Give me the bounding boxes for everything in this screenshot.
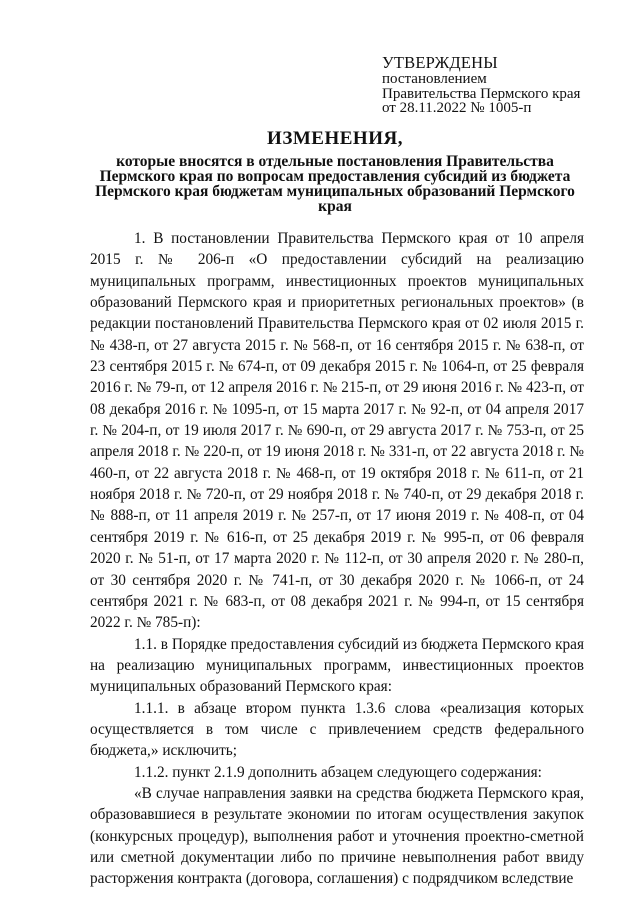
paragraph-quote: «В случае направления заявки на средства бюджета Пермского края, образовавшиеся в результате экономии по итогам осуществления закупок (конкурсных процедур), выполнения работ и уточнения проектно-сметной или сметной документации либо по причине невыполнения работ ввиду расторжения контракта (договора, соглашения) с подрядчиком вследствие <box>90 784 584 888</box>
document-subtitle: которые вносятся в отдельные постановления Правительства Пермского края по вопросам предоставления субсидий из бюджета Пермского края бюджетам муниципальных образований Пермского края <box>95 153 575 215</box>
paragraph-1-1: 1.1. в Порядке предоставления субсидий из бюджета Пермского края на реализацию муниципальных программ, инвестиционных проектов муниципальных образований Пермского края: <box>90 635 584 696</box>
document-body <box>90 228 584 890</box>
approval-title: УТВЕРЖДЕНЫ <box>382 53 498 72</box>
paragraph-1-1-2: 1.1.2. пункт 2.1.9 дополнить абзацем следующего содержания: <box>134 763 542 781</box>
approval-line-1: постановлением <box>382 71 487 87</box>
paragraph-1: 1. В постановлении Правительства Пермского края от 10 апреля 2015 г. № 206-п «О предоставлении субсидий на реализацию муниципальных программ, инвестиционных проектов муниципальных образований Пермского края и приоритетных региональных проектов» (в редакции постановлений Правительства Пермского края от 02 июля 2015 г. № 438-п, от 27 августа 2015 г. № 568-п, от 16 сентября 2015 г. № 638-п, от 23 сентября 2015 г. № 674-п, от 09 декабря 2015 г. № 1064-п, от 25 февраля 2016 г. № 79-п, от 12 апреля 2016 г. № 215-п, от 29 июня 2016 г. № 423-п, от 08 декабря 2016 г. № 1095-п, от 15 марта 2017 г. № 92-п, от 04 апреля 2017 г. № 204-п, от 19 июля 2017 г. № 690-п, от 29 августа 2017 г. № 753-п, от 25 апреля 2018 г. № 220-п, от 19 июня 2018 г. № 331-п, от 22 августа 2018 г. № 460-п, от 22 августа 2018 г. № 468-п, от 19 октября 2018 г. № 611-п, от 21 ноября 2018 г. № 720-п, от 29 ноября 2018 г. № 740-п, от 29 декабря 2018 г. № 888-п, от 11 апреля 2019 г. № 257-п, от 17 июня 2019 г. № 408-п, от 04 сентября 2019 г. № 616-п, от 25 декабря 2019 г. № 995-п, от 06 февраля 2020 г. № 51-п, от 17 марта 2020 г. № 112-п, от 30 апреля 2020 г. № 280-п, от 30 сентября 2020 г. № 741-п, от 30 декабря 2020 г. № 1066-п, от 24 сентября 2021 г. № 683-п, от 08 декабря 2021 г. № 994-п, от 15 сентября 2022 г. № 785-п): <box>90 230 584 632</box>
approval-line-2: Правительства Пермского края <box>382 85 581 102</box>
approval-line-3: от 28.11.2022 № 1005-п <box>382 100 532 116</box>
paragraph-1-1-1: 1.1.1. в абзаце втором пункта 1.3.6 слова «реализация которых осуществляется в том числе с привлечением средств федерального бюджета,» исключить; <box>90 699 584 760</box>
approval-stamp <box>382 54 622 116</box>
document-title: ИЗМЕНЕНИЯ, <box>267 128 403 149</box>
document-heading <box>88 128 582 214</box>
